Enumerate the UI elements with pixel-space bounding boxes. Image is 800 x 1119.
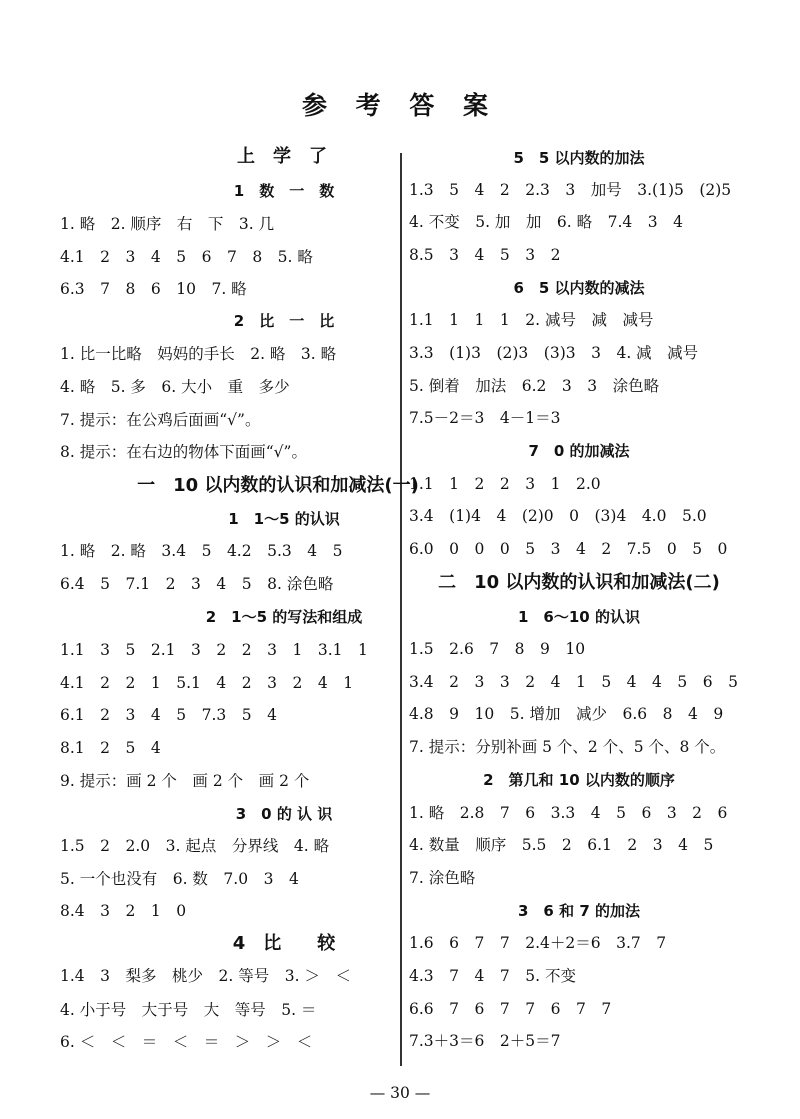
subsection-heading: 1 6～10 的认识 (518, 608, 640, 626)
answer-line: 7.5－2＝3 4－1＝3 (409, 409, 561, 427)
answer-line: 4.1 2 3 4 5 6 7 8 5. 略 (60, 248, 313, 266)
answer-line: 4. 数量 顺序 5.5 2 6.1 2 3 4 5 (409, 836, 714, 854)
answer-line: 8.1 2 5 4 (60, 739, 161, 757)
answer-line: 3.4 (1)4 4 (2)0 0 (3)4 4.0 5.0 (409, 507, 707, 525)
answer-line: 3.4 2 3 3 2 4 1 5 4 4 5 6 5 (409, 673, 738, 691)
left-column (60, 0, 450, 1119)
subsection-heading: 5 5 以内数的加法 (513, 149, 645, 167)
answer-line: 4. 不变 5. 加 加 6. 略 7.4 3 4 (409, 213, 684, 231)
section-heading: 一 10 以内数的认识和加减法(一) (137, 475, 419, 496)
answer-line: 4. 小于号 大于号 大 等号 5. ＝ (60, 1001, 317, 1019)
answer-line: 4. 略 5. 多 6. 大小 重 多少 (60, 378, 290, 396)
answer-line: 4.1 2 2 1 5.1 4 2 3 2 4 1 (60, 674, 354, 692)
answer-line: 7.3＋3＝6 2＋5＝7 (409, 1032, 561, 1050)
answer-line: 1. 略 2.8 7 6 3.3 4 5 6 3 2 6 (409, 804, 728, 822)
answer-line: 6.3 7 8 6 10 7. 略 (60, 280, 247, 298)
right-column (409, 0, 799, 1119)
answer-line: 1.3 5 4 2 2.3 3 加号 3.(1)5 (2)5 (409, 181, 732, 199)
subsection-heading: 1 1～5 的认识 (228, 510, 340, 528)
answer-line: 1.6 6 7 7 2.4＋2＝6 3.7 7 (409, 934, 667, 952)
answer-line: 4.3 7 4 7 5. 不变 (409, 967, 576, 985)
answer-line: 9. 提示：画 2 个 画 2 个 画 2 个 (60, 772, 310, 790)
answer-line: 3.3 (1)3 (2)3 (3)3 3 4. 减 减号 (409, 344, 699, 362)
answer-line: 6.6 7 6 7 7 6 7 7 (409, 1000, 612, 1018)
answer-line: 5. 一个也没有 6. 数 7.0 3 4 (60, 870, 299, 888)
section-heading: 4 比 较 (232, 933, 336, 954)
answer-line: 1. 略 2. 顺序 右 下 3. 几 (60, 215, 275, 233)
subsection-heading: 3 0 的 认 识 (235, 805, 333, 823)
subsection-heading: 7 0 的加减法 (528, 442, 630, 460)
answer-line: 8.4 3 2 1 0 (60, 902, 187, 920)
subsection-heading: 6 5 以内数的减法 (513, 279, 645, 297)
answer-line: 1. 略 2. 略 3.4 5 4.2 5.3 4 5 (60, 542, 343, 560)
subsection-heading: 2 第几和 10 以内数的顺序 (483, 771, 675, 789)
answer-line: 1.5 2.6 7 8 9 10 (409, 640, 586, 658)
answer-line: 1. 比一比略 妈妈的手长 2. 略 3. 略 (60, 345, 337, 363)
answer-line: 6.1 2 3 4 5 7.3 5 4 (60, 706, 277, 724)
subsection-heading: 1 数 一 数 (233, 182, 335, 200)
answer-line: 4.8 9 10 5. 增加 减少 6.6 8 4 9 (409, 705, 724, 723)
page-title: 参 考 答 案 (301, 91, 499, 120)
section-heading: 上 学 了 (237, 146, 327, 167)
answer-line: 1.5 2 2.0 3. 起点 分界线 4. 略 (60, 837, 330, 855)
answer-line: 8.5 3 4 5 3 2 (409, 246, 561, 264)
answer-line: 1.1 1 1 1 2. 减号 减 减号 (409, 311, 654, 329)
answer-line: 6.0 0 0 0 5 3 4 2 7.5 0 5 0 (409, 540, 728, 558)
answer-line: 1.1 3 5 2.1 3 2 2 3 1 3.1 1 (60, 641, 368, 659)
subsection-heading: 2 1～5 的写法和组成 (205, 608, 363, 626)
subsection-heading: 2 比 一 比 (233, 312, 335, 330)
answer-line: 7. 提示：在公鸡后面画“√”。 (60, 411, 261, 429)
answer-line: 7. 提示：分别补画 5 个、2 个、5 个、8 个。 (409, 738, 726, 756)
answer-line: 1.4 3 梨多 桃少 2. 等号 3. ＞ ＜ (60, 967, 351, 985)
page-number: — 30 — (369, 1084, 431, 1102)
answer-line: 5. 倒着 加法 6.2 3 3 涂色略 (409, 377, 660, 395)
answer-line: 6. ＜ ＜ ＝ ＜ ＝ ＞ ＞ ＜ (60, 1033, 313, 1051)
section-heading: 二 10 以内数的认识和加减法(二) (438, 572, 720, 593)
answer-line: 1.1 1 2 2 3 1 2.0 (409, 475, 601, 493)
answer-line: 6.4 5 7.1 2 3 4 5 8. 涂色略 (60, 575, 334, 593)
subsection-heading: 3 6 和 7 的加法 (518, 902, 640, 920)
answer-line: 7. 涂色略 (409, 869, 476, 887)
answer-line: 8. 提示：在右边的物体下面画“√”。 (60, 443, 307, 461)
